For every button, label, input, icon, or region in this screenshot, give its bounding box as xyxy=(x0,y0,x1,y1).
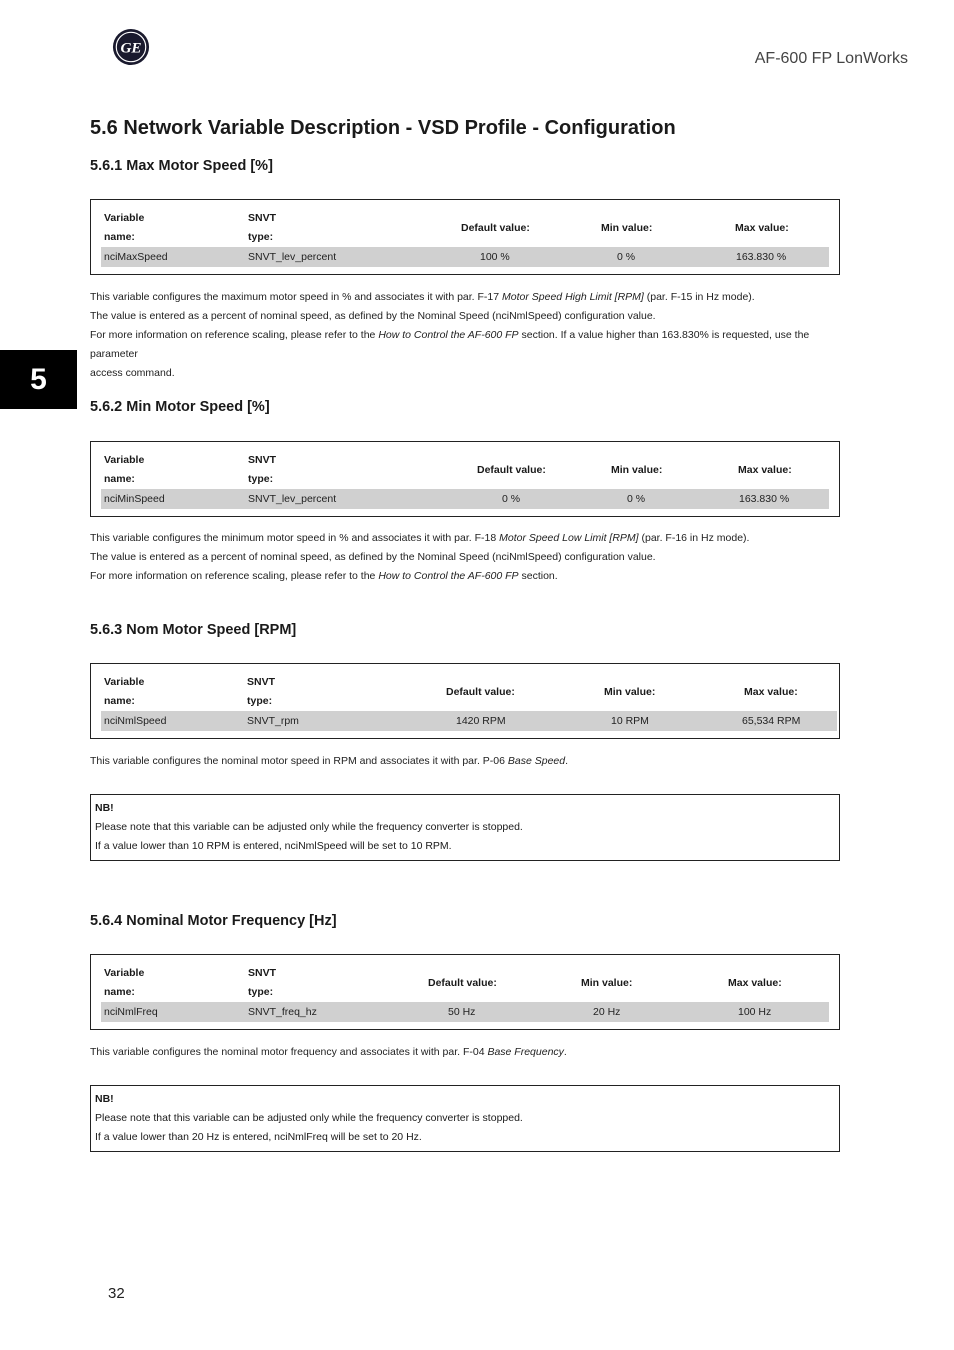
description: This variable configures the nominal motor frequency and associates it with par. F-04 Base Frequency. xyxy=(90,1046,567,1058)
subsection-heading: 5.6.4 Nominal Motor Frequency [Hz] xyxy=(90,913,337,929)
cell-snvt: SNVT_lev_percent xyxy=(248,251,337,263)
cell-snvt: SNVT_lev_percent xyxy=(248,493,337,505)
cell-default: 1420 RPM xyxy=(456,715,506,727)
note-line: Please note that this variable can be adjusted only while the frequency converter is stopped. xyxy=(95,1112,523,1124)
col-max-header: Max value: xyxy=(735,222,789,234)
cell-default: 50 Hz xyxy=(448,1006,476,1018)
col-min-header: Min value: xyxy=(581,977,633,989)
cell-default: 100 % xyxy=(480,251,510,263)
col-snvt-header: SNVT type: xyxy=(248,967,277,998)
logo-text: GE xyxy=(120,39,142,57)
cell-max: 65,534 RPM xyxy=(742,715,801,727)
variable-table xyxy=(90,441,840,517)
cell-max: 163.830 % xyxy=(739,493,790,505)
col-default-header: Default value: xyxy=(477,464,546,476)
cell-snvt: SNVT_freq_hz xyxy=(248,1006,317,1018)
variable-table xyxy=(90,954,840,1030)
col-snvt-header: SNVT type: xyxy=(248,454,277,485)
cell-name: nciNmlFreq xyxy=(104,1006,158,1018)
col-variable-header: Variable name: xyxy=(104,454,145,485)
col-min-header: Min value: xyxy=(604,686,656,698)
col-min-header: Min value: xyxy=(611,464,663,476)
note-box xyxy=(90,794,840,861)
col-min-header: Min value: xyxy=(601,222,653,234)
table-row xyxy=(101,489,829,509)
col-snvt-header: SNVT type: xyxy=(247,676,276,707)
cell-name: nciMinSpeed xyxy=(104,493,165,505)
col-default-header: Default value: xyxy=(428,977,497,989)
description: This variable configures the maximum motor speed in % and associates it with par. F-17 Motor Speed High Limit [RPM] (par. F-15 in Hz mode). The value is entered as a percent of nominal speed, as defined by the Nominal Speed (nciNmlSpeed) configuration value. For more information on reference scaling, please refer to the How to Control the AF-600 FP section. If a value higher than 163.830% is requested, use the parameter access command. xyxy=(90,291,810,379)
variable-table xyxy=(90,663,840,739)
col-snvt-header: SNVT type: xyxy=(248,212,277,243)
ge-logo-icon xyxy=(112,28,150,66)
cell-min: 20 Hz xyxy=(593,1006,621,1018)
description: This variable configures the minimum motor speed in % and associates it with par. F-18 Motor Speed Low Limit [RPM] (par. F-16 in Hz mode). The value is entered as a percent of nominal speed, as defined by the Nominal Speed (nciNmlSpeed) configuration value. For more information on reference scaling, please refer to the How to Control the AF-600 FP section. xyxy=(90,532,750,582)
col-max-header: Max value: xyxy=(728,977,782,989)
note-label: NB! xyxy=(95,1093,114,1105)
col-max-header: Max value: xyxy=(744,686,798,698)
page-number: 32 xyxy=(108,1285,125,1302)
cell-min: 0 % xyxy=(627,493,646,505)
note-box xyxy=(90,1085,840,1152)
cell-max: 163.830 % xyxy=(736,251,787,263)
description: This variable configures the nominal motor speed in RPM and associates it with par. P-06 Base Speed. xyxy=(90,755,569,767)
cell-snvt: SNVT_rpm xyxy=(247,715,299,727)
document-title: AF-600 FP LonWorks xyxy=(754,50,908,67)
col-variable-header: Variable name: xyxy=(104,212,145,243)
cell-name: nciNmlSpeed xyxy=(104,715,167,727)
col-variable-header: Variable name: xyxy=(104,967,145,998)
cell-default: 0 % xyxy=(502,493,521,505)
section-heading: 5.6 Network Variable Description - VSD Profile - Configuration xyxy=(90,117,676,139)
note-line: If a value lower than 10 RPM is entered, nciNmlSpeed will be set to 10 RPM. xyxy=(95,840,452,852)
note-line: If a value lower than 20 Hz is entered, nciNmlFreq will be set to 20 Hz. xyxy=(95,1131,422,1143)
variable-table xyxy=(90,199,840,275)
subsection-heading: 5.6.2 Min Motor Speed [%] xyxy=(90,399,270,415)
table-row xyxy=(101,247,829,267)
chapter-tab: 5 xyxy=(0,350,77,409)
cell-max: 100 Hz xyxy=(738,1006,772,1018)
col-default-header: Default value: xyxy=(446,686,515,698)
col-default-header: Default value: xyxy=(461,222,530,234)
col-max-header: Max value: xyxy=(738,464,792,476)
cell-name: nciMaxSpeed xyxy=(104,251,168,263)
subsection-heading: 5.6.1 Max Motor Speed [%] xyxy=(90,158,273,174)
subsection-heading: 5.6.3 Nom Motor Speed [RPM] xyxy=(90,622,297,638)
cell-min: 0 % xyxy=(617,251,636,263)
note-label: NB! xyxy=(95,802,114,814)
note-line: Please note that this variable can be adjusted only while the frequency converter is stopped. xyxy=(95,821,523,833)
col-variable-header: Variable name: xyxy=(104,676,145,707)
cell-min: 10 RPM xyxy=(611,715,649,727)
